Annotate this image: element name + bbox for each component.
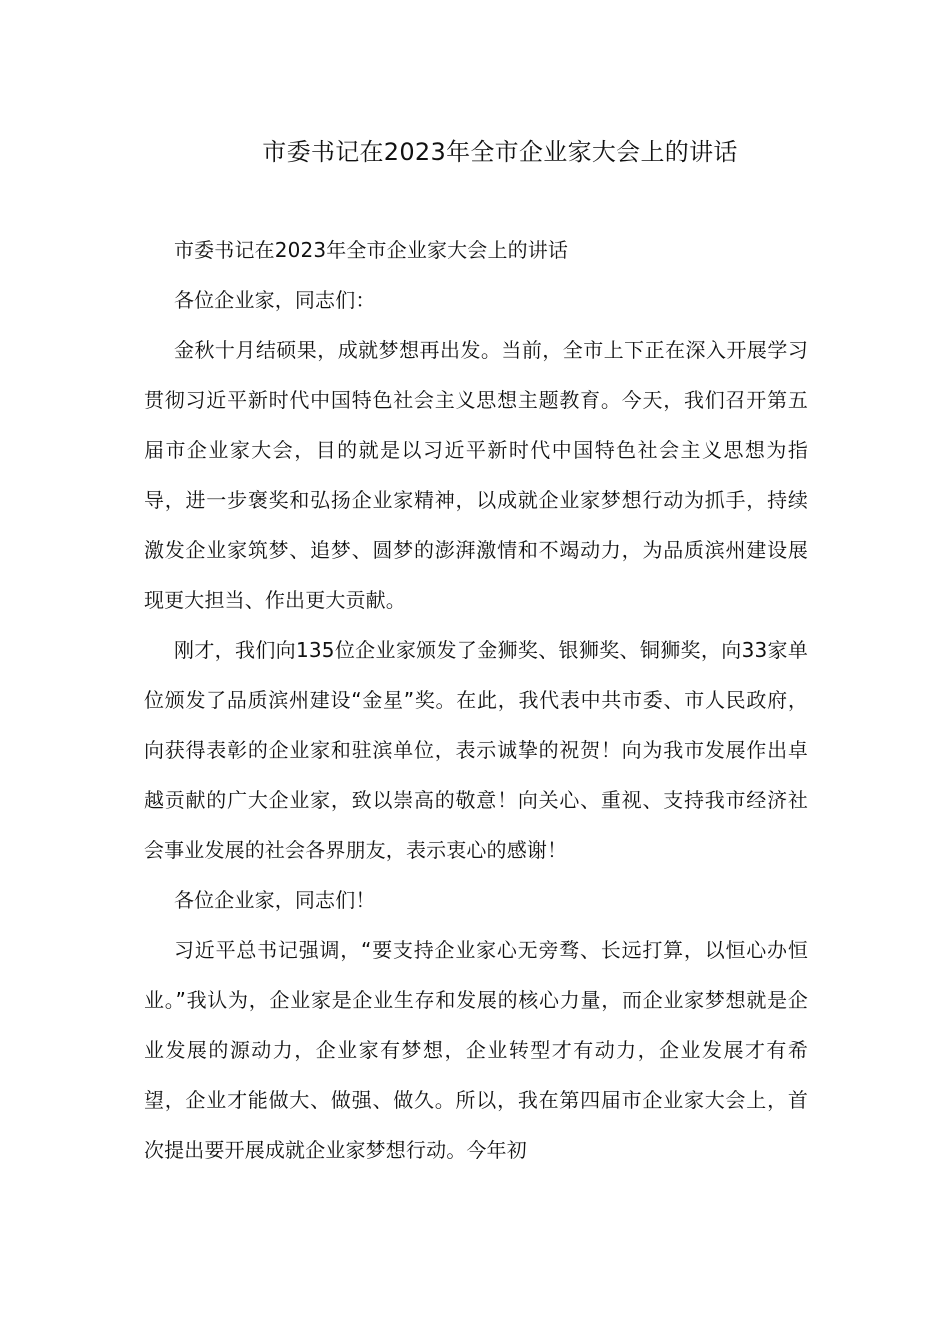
paragraph-salutation-2: 各位企业家，同志们！	[174, 888, 376, 912]
document-title: 市委书记在2023年全市企业家大会上的讲话	[262, 138, 738, 166]
document-body	[144, 225, 808, 1175]
paragraph-entrepreneur-dream: 习近平总书记强调，“要支持企业家心无旁骛、长远打算，以恒心办恒业。”我认为，企业家是企业生存和发展的核心力量，而企业家梦想就是企业发展的源动力，企业家有梦想，企业转型才有动力，企业发展才有希望，企业才能做大、做强、做久。所以，我在第四届市企业家大会上，首次提出要开展成就企业家梦想行动。今年初	[144, 938, 808, 1162]
paragraph-opening: 金秋十月结硕果，成就梦想再出发。当前，全市上下正在深入开展学习贯彻习近平新时代中国特色社会主义思想主题教育。今天，我们召开第五届市企业家大会，目的就是以习近平新时代中国特色社会主义思想为指导，进一步褒奖和弘扬企业家精神，以成就企业家梦想行动为抓手，持续激发企业家筑梦、追梦、圆梦的澎湃激情和不竭动力，为品质滨州建设展现更大担当、作出更大贡献。	[144, 338, 808, 612]
paragraph-subtitle: 市委书记在2023年全市企业家大会上的讲话	[174, 238, 569, 262]
paragraph-awards: 刚才，我们向135位企业家颁发了金狮奖、银狮奖、铜狮奖，向33家单位颁发了品质滨州建设“金星”奖。在此，我代表中共市委、市人民政府，向获得表彰的企业家和驻滨单位，表示诚挚的祝贺！向为我市发展作出卓越贡献的广大企业家，致以崇高的敬意！向关心、重视、支持我市经济社会事业发展的社会各界朋友，表示衷心的感谢！	[144, 638, 808, 862]
paragraph-salutation: 各位企业家，同志们：	[174, 288, 376, 312]
